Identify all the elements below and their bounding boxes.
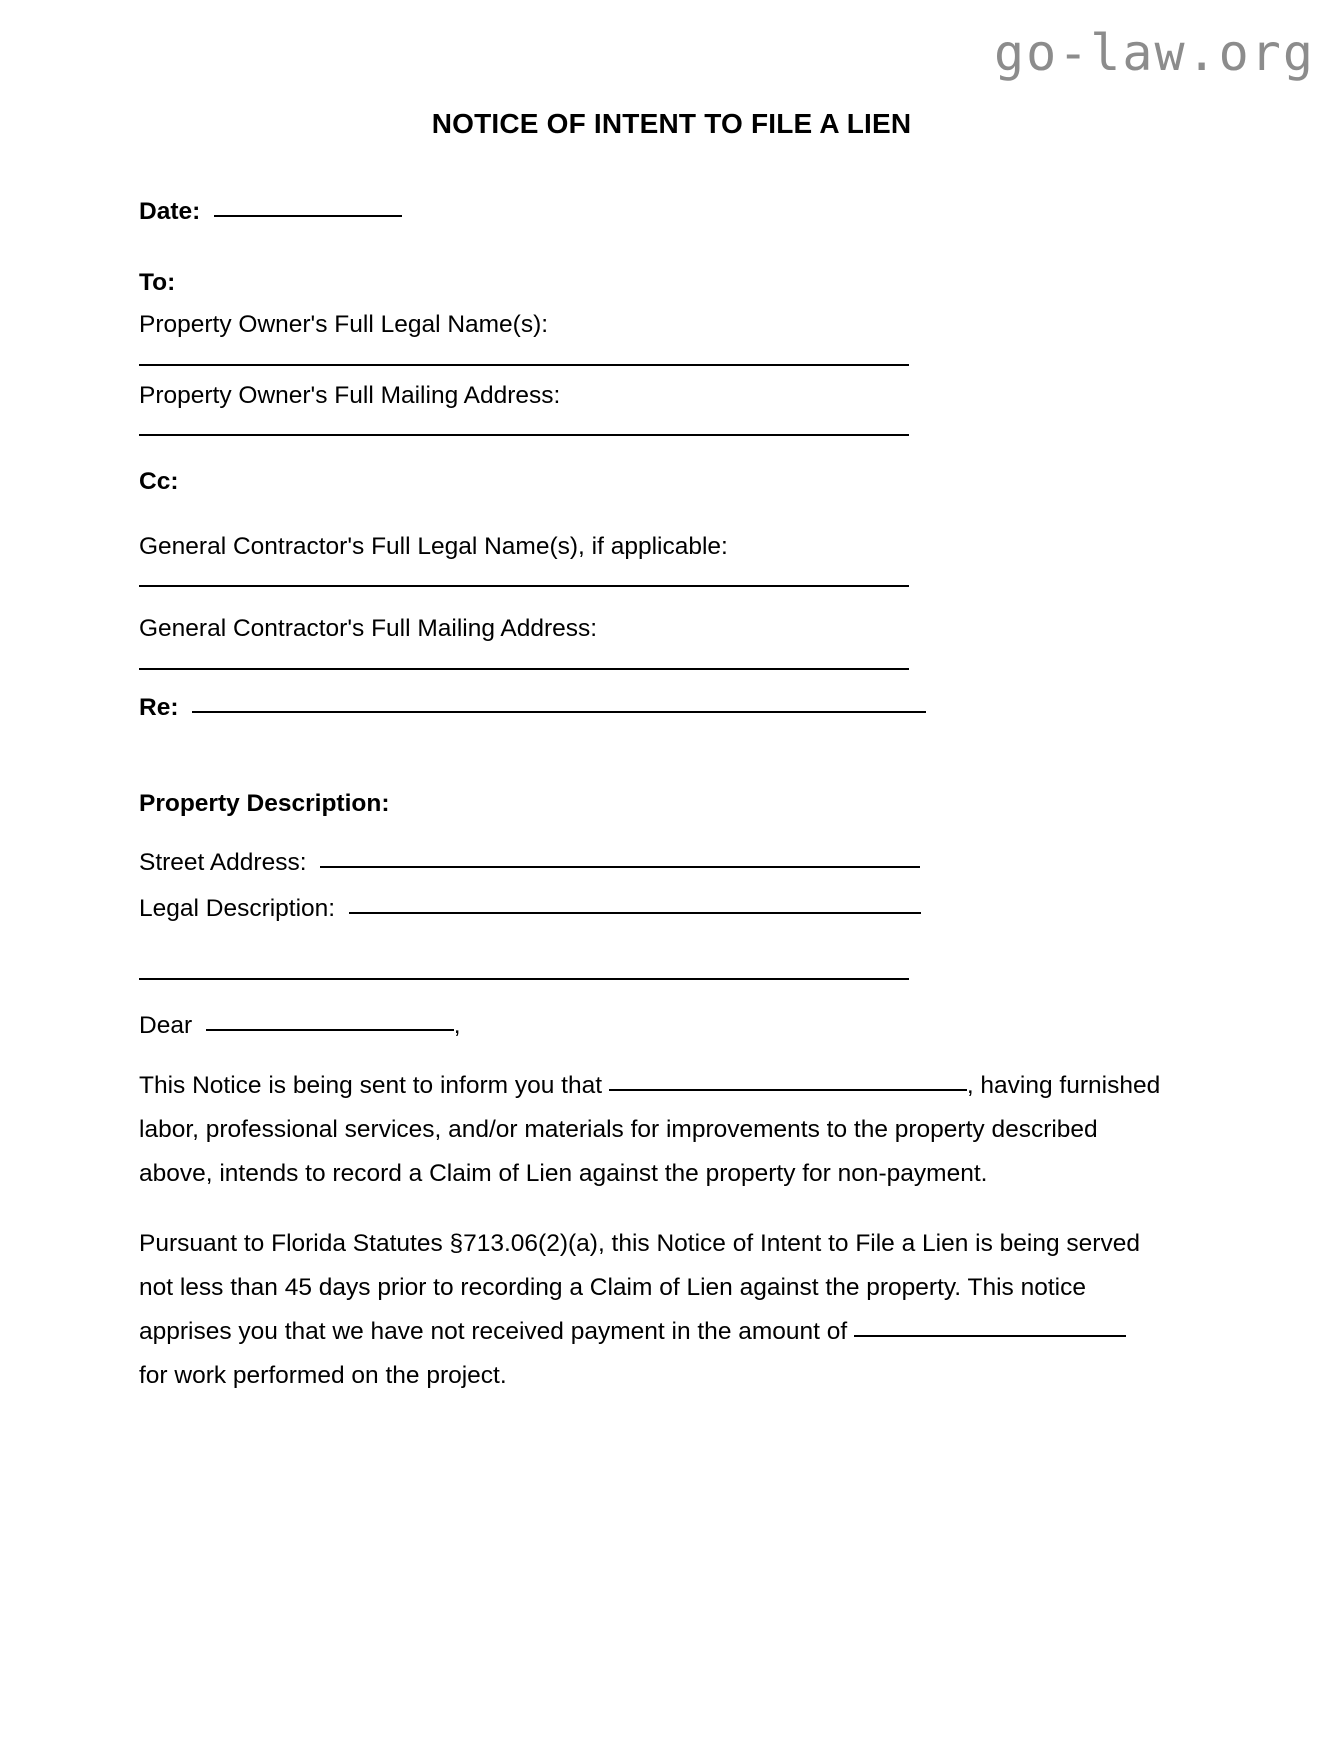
page-title: NOTICE OF INTENT TO FILE A LIEN [431, 108, 912, 139]
paragraph-1-line-2: labor, professional services, and/or materials for improvements to the property described [139, 1116, 1098, 1143]
contractor-name-label-row [139, 532, 1149, 560]
paragraph-notice-intro [139, 1064, 1161, 1196]
contractor-address-label-row [139, 617, 1149, 642]
street-address-label: Street Address: [139, 848, 307, 876]
property-description-heading: Property Description: [139, 790, 390, 817]
date-blank[interactable] [214, 215, 402, 217]
paragraph-2-line-2: not less than 45 days prior to recording a Claim of Lien against the property. This notice [139, 1274, 1086, 1301]
date-line [139, 200, 1149, 225]
paragraph-1-line-1 [139, 1064, 1161, 1108]
to-heading: To: [139, 268, 176, 296]
paragraph-2-text-before-blank: apprises you that we have not received payment in the amount of [139, 1318, 848, 1345]
paragraph-1-text-after-blank: , having furnished [966, 1072, 1161, 1099]
owner-address-label: Property Owner's Full Mailing Address: [139, 381, 561, 409]
to-heading-row [139, 268, 1149, 296]
contractor-address-label: General Contractor's Full Mailing Address: [139, 615, 598, 642]
street-address-blank[interactable] [320, 866, 920, 868]
re-label: Re: [139, 693, 179, 721]
salutation-blank[interactable] [206, 1029, 454, 1031]
paragraph-2-line-1: Pursuant to Florida Statutes §713.06(2)(a), this Notice of Intent to File a Lien is being served [139, 1230, 1140, 1257]
salutation-row [139, 1011, 1149, 1039]
cc-heading-row [139, 470, 1149, 495]
legal-description-blank[interactable] [349, 912, 921, 914]
claimant-name-blank[interactable] [609, 1089, 967, 1091]
paragraph-statute-notice [139, 1222, 1139, 1398]
re-line [139, 693, 1149, 721]
legal-description-label: Legal Description: [139, 895, 336, 922]
date-label: Date: [139, 198, 201, 225]
paragraph-2-line-4: for work performed on the project. [139, 1362, 507, 1389]
paragraph-2-line-3 [139, 1310, 1139, 1354]
re-blank[interactable] [192, 711, 926, 713]
contractor-name-label: General Contractor's Full Legal Name(s), if applicable: [139, 532, 728, 560]
paragraph-1-line-3: above, intends to record a Claim of Lien against the property for non-payment. [139, 1160, 988, 1187]
cc-heading: Cc: [139, 468, 179, 495]
salutation-comma: , [453, 1011, 461, 1039]
paragraph-1-text-before-blank: This Notice is being sent to inform you that [139, 1072, 602, 1099]
owner-name-label: Property Owner's Full Legal Name(s): [139, 311, 549, 338]
legal-description-row [139, 897, 1149, 922]
owner-address-label-row [139, 381, 1149, 409]
document-body [139, 198, 1161, 1398]
watermark-go-law-org: go-law.org [993, 24, 1315, 82]
salutation-label: Dear [139, 1011, 193, 1039]
property-description-heading-row [139, 792, 1149, 817]
amount-owed-blank[interactable] [854, 1335, 1126, 1337]
street-address-row [139, 848, 1149, 876]
owner-name-label-row [139, 313, 1149, 338]
